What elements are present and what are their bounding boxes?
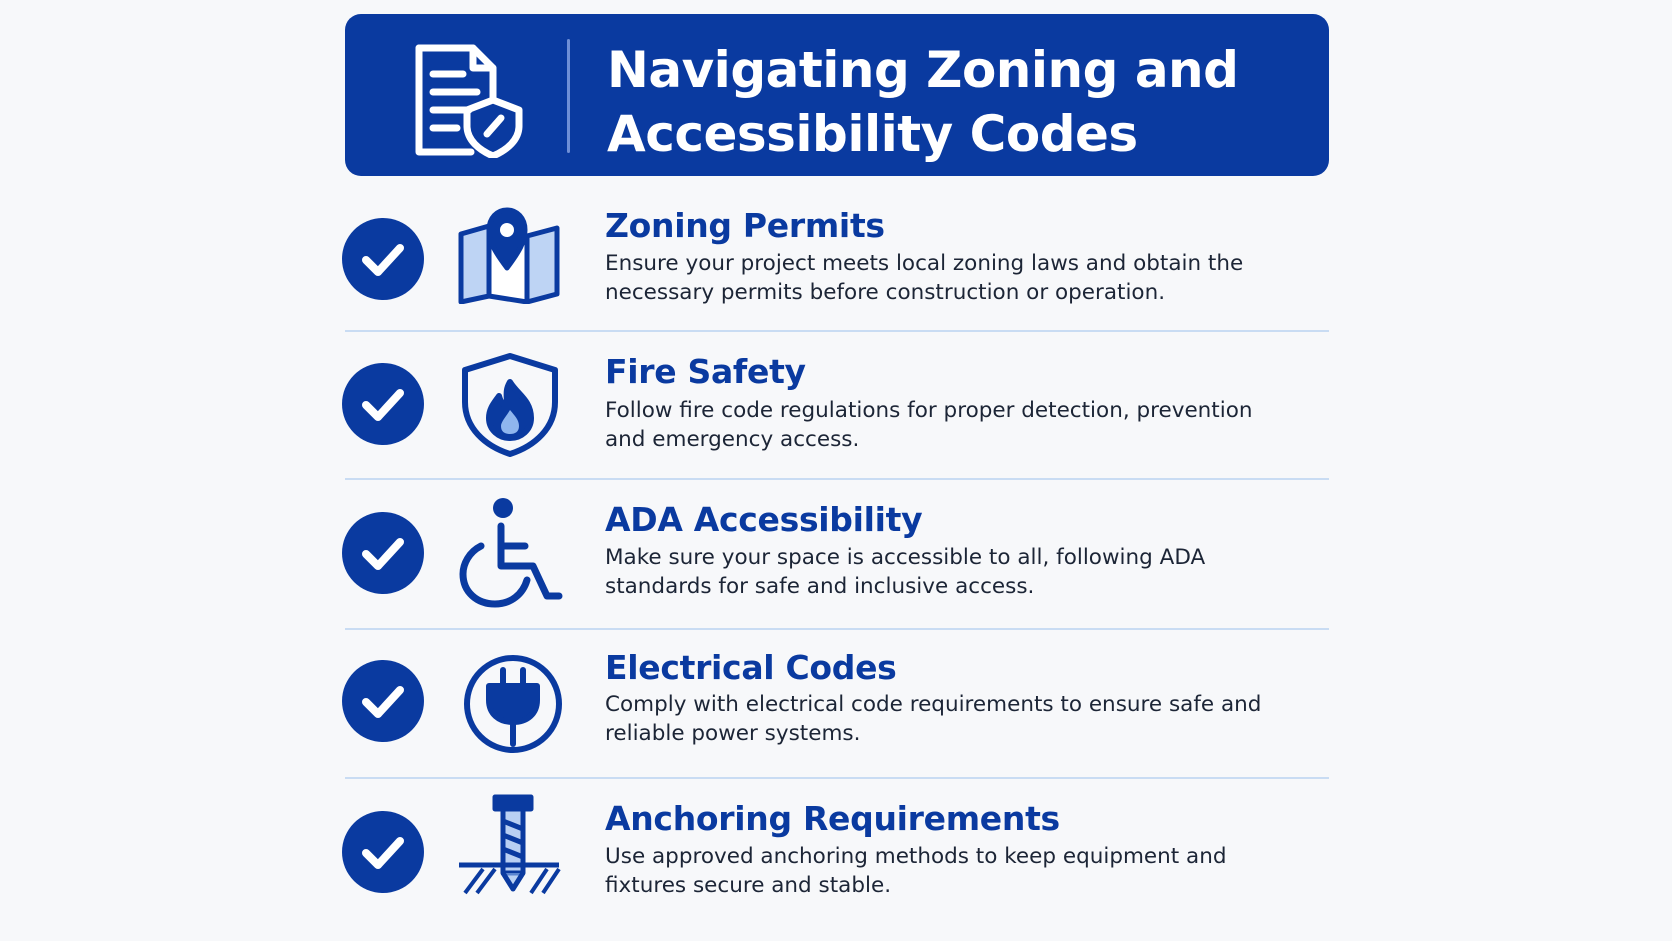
header-divider	[567, 39, 570, 153]
list-item-anchoring-requirements	[0, 779, 1672, 924]
item-title: Electrical Codes	[605, 648, 897, 687]
item-title: ADA Accessibility	[605, 500, 923, 539]
anchor-bolt-icon	[455, 793, 565, 901]
map-pin-icon	[455, 204, 565, 308]
power-plug-icon	[455, 652, 565, 760]
wheelchair-icon	[455, 496, 565, 612]
header-banner	[345, 14, 1329, 176]
fire-shield-icon	[455, 352, 565, 462]
check-circle-icon	[342, 218, 424, 300]
check-circle-icon	[342, 811, 424, 893]
check-circle-icon	[342, 363, 424, 445]
list-item-electrical-codes	[0, 630, 1672, 775]
list-item-fire-safety	[0, 332, 1672, 477]
document-shield-icon	[411, 38, 531, 162]
item-description: Use approved anchoring methods to keep equipment and fixtures secure and stable.	[605, 844, 1227, 898]
check-circle-icon	[342, 512, 424, 594]
item-description: Comply with electrical code requirements to ensure safe and reliable power systems.	[605, 692, 1262, 746]
check-circle-icon	[342, 660, 424, 742]
item-description: Make sure your space is accessible to all, following ADA standards for safe and inclusive access.	[605, 545, 1206, 599]
item-title: Fire Safety	[605, 352, 806, 391]
list-item-zoning-permits	[0, 186, 1672, 331]
item-description: Ensure your project meets local zoning laws and obtain the necessary permits before construction or operation.	[605, 251, 1244, 305]
item-title: Zoning Permits	[605, 206, 885, 245]
item-description: Follow fire code regulations for proper detection, prevention and emergency access.	[605, 398, 1253, 452]
list-item-ada-accessibility	[0, 480, 1672, 625]
page-title: Navigating Zoning and Accessibility Codes	[607, 41, 1239, 163]
item-title: Anchoring Requirements	[605, 799, 1060, 838]
